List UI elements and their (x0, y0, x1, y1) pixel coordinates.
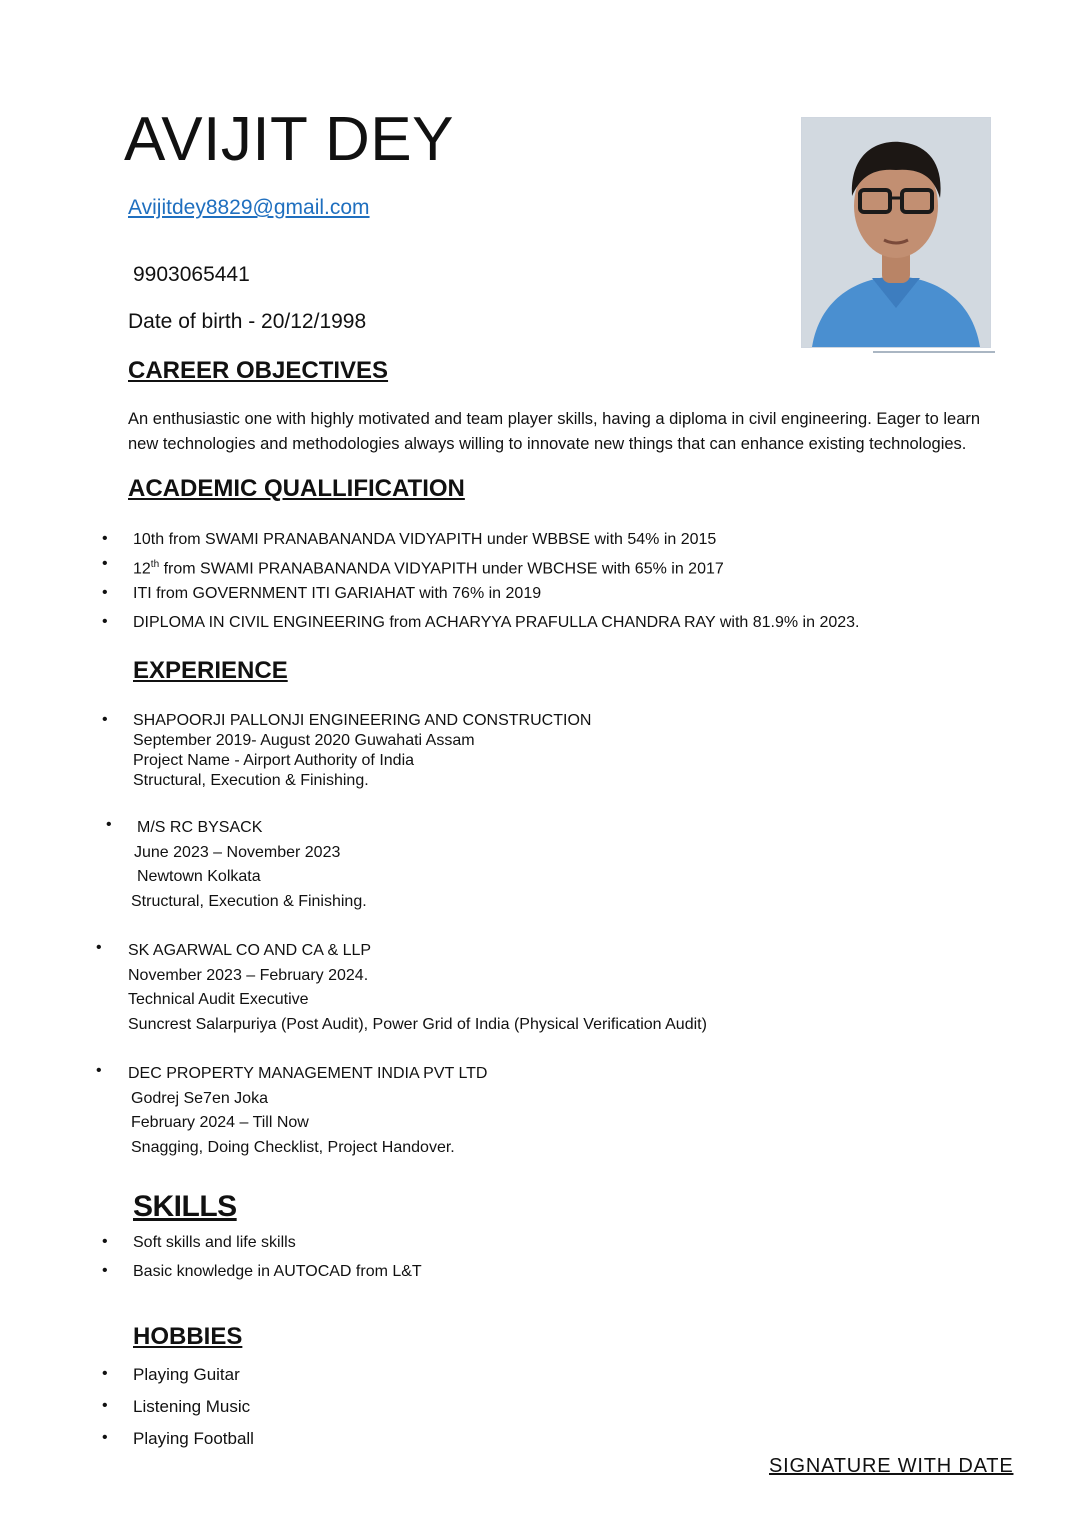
job-detail: Structural, Execution & Finishing. (133, 772, 369, 789)
bullet-icon: • (102, 530, 108, 547)
bullet-icon: • (102, 1233, 108, 1250)
job-detail: November 2023 – February 2024. (128, 966, 369, 984)
job-company: DEC PROPERTY MANAGEMENT INDIA PVT LTD (128, 1065, 488, 1082)
career-line-1: An enthusiastic one with highly motivated and team player skills, having a diploma in civil engineering. Eager to learn (128, 410, 981, 428)
hobby-item: Playing Football (133, 1429, 254, 1448)
career-line-2: new technologies and methodologies always willing to innovate new things that can enhance existing technologies. (128, 435, 967, 453)
hobbies-heading: HOBBIES (133, 1323, 243, 1350)
photo-underline (873, 351, 995, 353)
career-objectives-text (128, 407, 1048, 457)
hobby-item: Listening Music (133, 1397, 251, 1416)
career-objectives-heading: CAREER OBJECTIVES (128, 357, 389, 384)
academic-item-text: from SWAMI PRANABANANDA VIDYAPITH under WBCHSE with 65% in 2017 (159, 560, 724, 578)
job-detail: June 2023 – November 2023 (134, 843, 341, 861)
phone-number: 9903065441 (133, 263, 250, 286)
bullet-icon: • (102, 555, 108, 572)
job-entry (128, 1062, 487, 1160)
job-entry (128, 939, 707, 1037)
job-detail: Structural, Execution & Finishing. (131, 892, 367, 910)
job-company: M/S RC BYSACK (137, 819, 263, 836)
academic-item: DIPLOMA IN CIVIL ENGINEERING from ACHARYYA PRAFULLA CHANDRA RAY with 81.9% in 2023. (133, 614, 860, 631)
bullet-icon: • (106, 816, 112, 833)
experience-heading: EXPERIENCE (133, 657, 288, 684)
job-entry (133, 816, 367, 914)
job-detail: Snagging, Doing Checklist, Project Handover. (131, 1138, 455, 1156)
academic-item: ITI from GOVERNMENT ITI GARIAHAT with 76% in 2019 (133, 585, 542, 602)
skill-item: Soft skills and life skills (133, 1234, 296, 1251)
portrait-illustration (802, 118, 990, 347)
job-detail: Godrej Se7en Joka (131, 1089, 268, 1107)
bullet-icon: • (102, 1429, 108, 1446)
bullet-icon: • (102, 584, 108, 601)
date-of-birth: Date of birth - 20/12/1998 (128, 310, 367, 333)
academic-heading: ACADEMIC QUALLIFICATION (128, 475, 465, 502)
bullet-icon: • (96, 1062, 102, 1079)
skill-item: Basic knowledge in AUTOCAD from L&T (133, 1263, 422, 1280)
job-detail: September 2019- August 2020 Guwahati Assam (133, 732, 475, 749)
academic-item-prefix: 12 (133, 560, 151, 578)
bullet-icon: • (102, 1365, 108, 1382)
signature-label: SIGNATURE WITH DATE (769, 1455, 1014, 1477)
ordinal-suffix: th (150, 559, 160, 570)
job-company: SHAPOORJI PALLONJI ENGINEERING AND CONSTRUCTION (133, 712, 592, 729)
job-detail: Suncrest Salarpuriya (Post Audit), Power Grid of India (Physical Verification Audit) (128, 1015, 707, 1033)
job-detail: Newtown Kolkata (137, 868, 261, 885)
bullet-icon: • (102, 711, 108, 728)
hobby-item: Playing Guitar (133, 1365, 240, 1384)
bullet-icon: • (102, 1397, 108, 1414)
candidate-name: AVIJIT DEY (124, 105, 455, 174)
academic-item (133, 555, 724, 579)
job-detail: February 2024 – Till Now (131, 1114, 309, 1131)
job-detail: Project Name - Airport Authority of India (133, 752, 415, 769)
bullet-icon: • (96, 939, 102, 956)
email-link[interactable]: Avijitdey8829@gmail.com (128, 196, 370, 219)
bullet-icon: • (102, 1262, 108, 1279)
bullet-icon: • (102, 613, 108, 630)
skills-heading: SKILLS (133, 1190, 237, 1223)
profile-photo (801, 117, 991, 348)
academic-item: 10th from SWAMI PRANABANANDA VIDYAPITH under WBBSE with 54% in 2015 (133, 531, 717, 548)
job-entry (133, 711, 591, 791)
job-company: SK AGARWAL CO AND CA & LLP (128, 942, 372, 959)
job-detail: Technical Audit Executive (128, 991, 309, 1008)
